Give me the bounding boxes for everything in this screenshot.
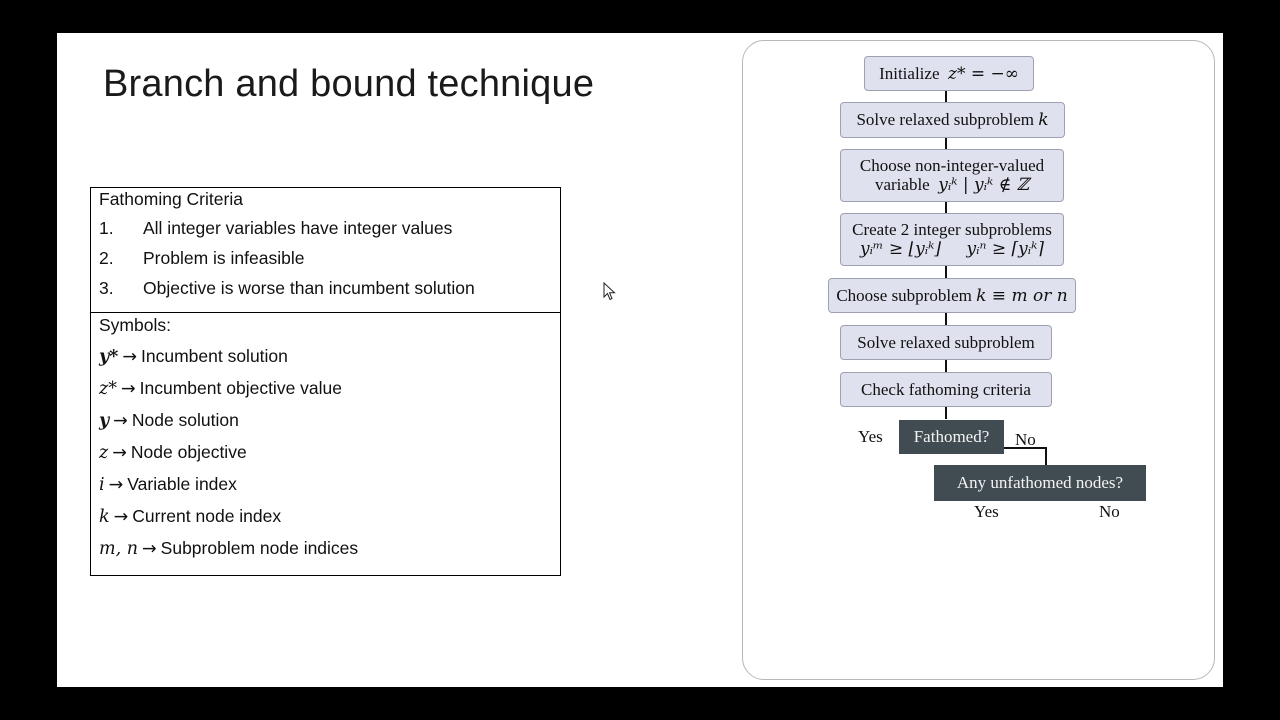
init-node xyxy=(864,56,1034,91)
init-math: z* = −∞ xyxy=(948,63,1019,84)
choose-var-label: Choose non-integer-valued xyxy=(859,156,1045,175)
flow-connector xyxy=(1045,447,1047,465)
symbol: z xyxy=(99,443,109,463)
symbol-row: y* → Incumbent solution xyxy=(99,346,288,367)
criteria-num: 2. xyxy=(99,248,114,268)
symbol: k xyxy=(99,507,110,527)
symbol-desc: Incumbent objective value xyxy=(139,378,342,398)
choose-subproblem-node xyxy=(828,278,1076,313)
fathomed-yes-label: Yes xyxy=(858,427,883,446)
symbol: y xyxy=(99,411,110,431)
symbol-desc: Variable index xyxy=(127,474,237,494)
unfathomed-decision: Any unfathomed nodes? xyxy=(934,465,1146,501)
flowchart-panel xyxy=(742,40,1215,680)
symbols-heading: Symbols: xyxy=(99,315,171,335)
choose-var-label-2: variable xyxy=(874,175,930,194)
symbol: y* xyxy=(99,347,119,367)
choose-var-math: yᵢᵏ | yᵢᵏ ∉ ℤ xyxy=(938,175,1030,195)
solve-k-node xyxy=(840,102,1065,138)
symbol: z* xyxy=(99,379,117,399)
solve-k-label: Solve relaxed subproblem xyxy=(856,110,1034,129)
unfathomed-no-label: No xyxy=(1099,502,1120,521)
criteria-num: 1. xyxy=(99,218,114,238)
criteria-item: Problem is infeasible xyxy=(143,248,305,268)
symbol-row: y → Node solution xyxy=(99,410,239,431)
slide-title: Branch and bound technique xyxy=(103,63,595,105)
solve-label: Solve relaxed subproblem xyxy=(857,333,1035,352)
symbol-desc: Node solution xyxy=(131,410,239,430)
mouse-cursor-icon xyxy=(603,282,617,302)
symbol-row: z → Node objective xyxy=(99,442,247,463)
create-math-m: yᵢᵐ ≥ ⌊yᵢᵏ⌋ xyxy=(860,239,942,259)
symbol-row: k → Current node index xyxy=(99,506,282,527)
create-label: Create 2 integer subproblems xyxy=(852,220,1052,239)
symbol-desc: Subproblem node indices xyxy=(160,538,359,558)
symbol-row: z* → Incumbent objective value xyxy=(99,378,342,399)
symbol: m, n xyxy=(99,539,138,559)
create-subproblems-node xyxy=(840,213,1064,266)
criteria-num: 3. xyxy=(99,278,114,298)
symbol: i xyxy=(99,475,105,495)
criteria-item: Objective is worse than incumbent solution xyxy=(143,278,475,298)
symbol-row: m, n → Subproblem node indices xyxy=(99,538,359,559)
fathoming-criteria-section xyxy=(91,188,560,313)
symbol-desc: Node objective xyxy=(130,442,247,462)
check-label: Check fathoming criteria xyxy=(861,380,1031,399)
fathomed-decision: Fathomed? xyxy=(899,420,1004,454)
choose-sub-math: k ≡ m or n xyxy=(976,285,1068,306)
criteria-item: All integer variables have integer values xyxy=(143,218,453,238)
solve-node xyxy=(840,325,1052,360)
choose-sub-label: Choose subproblem xyxy=(836,285,972,305)
symbol-desc: Incumbent solution xyxy=(141,346,288,366)
symbol-row: i → Variable index xyxy=(99,474,237,495)
solve-k-math: k xyxy=(1038,110,1049,130)
create-math-n: yᵢⁿ ≥ ⌈yᵢᵏ⌉ xyxy=(966,239,1044,259)
unfathomed-yes-label: Yes xyxy=(974,502,999,521)
fathomed-no-label: No xyxy=(1015,430,1036,449)
choose-var-node xyxy=(840,149,1064,202)
criteria-heading: Fathoming Criteria xyxy=(99,189,243,209)
init-label: Initialize xyxy=(879,63,940,83)
criteria-symbols-box xyxy=(90,187,561,576)
slide xyxy=(57,33,1223,687)
symbol-desc: Current node index xyxy=(132,506,282,526)
check-criteria-node xyxy=(840,372,1052,407)
